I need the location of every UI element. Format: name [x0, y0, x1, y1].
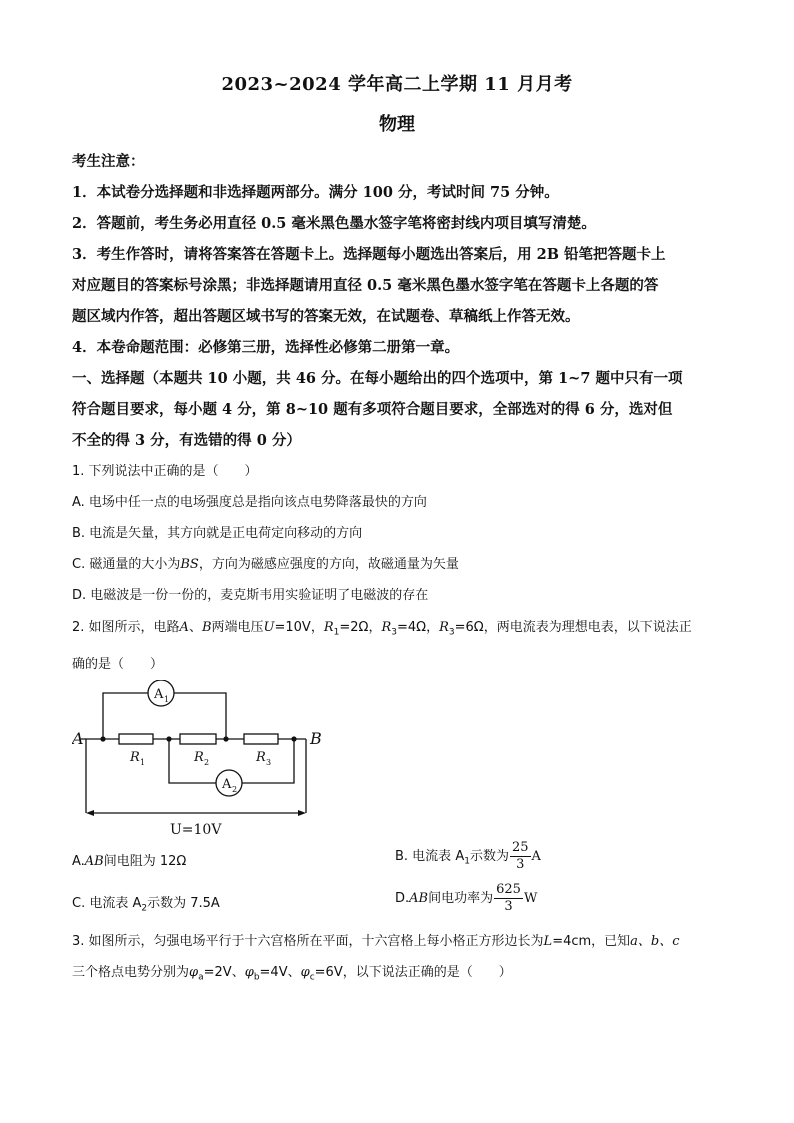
q2-option-text: 间电阻为 12Ω	[103, 854, 187, 869]
q2-option-sub: 2	[141, 903, 148, 914]
q2-option-label: A.	[72, 854, 85, 869]
section-heading: 一、选择题（本题共 10 小题，共 46 分。在每小题给出的四个选项中，第 1~7 题中只有一项	[72, 370, 683, 387]
q2-line-1	[72, 612, 722, 649]
q2-text: 、	[188, 620, 202, 635]
notes-heading: 考生注意：	[72, 153, 145, 170]
arrow-head-left	[86, 810, 94, 816]
q3-text: =2V、	[203, 965, 245, 980]
q2-option-c	[72, 892, 220, 914]
q2-sub: 3	[448, 627, 455, 638]
q2-option-var: AB	[409, 891, 429, 906]
q2-option-unit: A	[531, 849, 541, 864]
q2-text: =10V，	[274, 620, 324, 635]
exam-title: 2023~2024 学年高二上学期 11 月月考	[221, 74, 573, 95]
terminal-b-label: B	[310, 729, 322, 748]
q3-sub: a	[198, 972, 204, 983]
q2-text: 2. 如图所示，电路	[72, 620, 180, 635]
ammeter-a1-label: A	[154, 687, 164, 702]
resistor-r2	[180, 734, 216, 744]
q3-var: φ	[189, 965, 199, 980]
voltage-label: U=10V	[170, 822, 222, 838]
node-dot	[291, 736, 296, 741]
q2-option-sub: 1	[464, 856, 470, 867]
fraction-denominator: 3	[516, 857, 525, 872]
resistor-r3-sub: 3	[266, 758, 272, 767]
wire	[174, 693, 226, 739]
q3-text: 三个格点电势分别为	[72, 965, 190, 980]
notes-line: 题区域内作答，超出答题区域书写的答案无效，在试题卷、草稿纸上作答无效。	[72, 308, 580, 325]
question-2-stem	[72, 612, 722, 680]
resistor-r3	[244, 734, 278, 744]
q1-option-b: B. 电流是矢量，其方向就是正电荷定向移动的方向	[72, 526, 363, 541]
q3-line-2	[72, 957, 722, 994]
q2-option-text: C. 电流表 A	[72, 896, 142, 911]
q3-var: a、b、c	[630, 934, 680, 949]
q3-text: =6V，以下说法正确的是（ ）	[314, 965, 512, 980]
exam-notes	[72, 146, 722, 456]
q2-var: R	[323, 620, 334, 635]
q3-line-1	[72, 926, 722, 957]
node-dot	[166, 736, 171, 741]
q3-text: =4cm，已知	[552, 934, 631, 949]
notes-line: 1．本试卷分选择题和非选择题两部分。满分 100 分，考试时间 75 分钟。	[72, 184, 559, 201]
notes-line: 2．答题前，考生务必用直径 0.5 毫米黑色墨水签字笔将密封线内项目填写清楚。	[72, 215, 596, 232]
q2-text: =4Ω，	[397, 620, 440, 635]
circuit-diagram	[72, 680, 342, 840]
q2-text: =2Ω，	[339, 620, 382, 635]
arrow-head-right	[298, 810, 306, 816]
q2-var: R	[381, 620, 392, 635]
q1-stem: 1. 下列说法中正确的是（ ）	[72, 464, 258, 479]
ammeter-a1-sub: 1	[164, 695, 170, 704]
q2-sub: 1	[333, 627, 340, 638]
node-dot	[223, 736, 228, 741]
terminal-a-label: A	[72, 729, 84, 748]
resistor-r1-sub: 1	[140, 758, 146, 767]
q3-text: =4V、	[259, 965, 301, 980]
subject-title: 物理	[379, 114, 415, 135]
q2-option-a	[72, 850, 186, 869]
resistor-r3-label: R	[256, 750, 266, 765]
q2-options-row-2	[72, 882, 722, 922]
resistor-r2-label: R	[194, 750, 204, 765]
fraction	[494, 882, 523, 915]
ammeter-a2-sub: 2	[232, 785, 238, 794]
q1-option-c	[72, 549, 722, 580]
q2-options-row-1	[72, 840, 722, 880]
notes-line: 3．考生作答时，请将答案答在答题卡上。选择题每小题选出答案后，用 2B 铅笔把答题卡上	[72, 246, 666, 263]
q3-sub: b	[253, 972, 260, 983]
resistor-r1	[119, 734, 153, 744]
q1-option-c-var: BS	[180, 557, 199, 572]
q2-sub: 3	[391, 627, 397, 638]
q2-var: A	[179, 620, 189, 635]
q1-option-a: A. 电场中任一点的电场强度总是指向该点电势降落最快的方向	[72, 495, 427, 510]
node-dot	[100, 736, 105, 741]
notes-line: 4．本卷命题范围：必修第三册，选择性必修第二册第一章。	[72, 339, 460, 356]
q3-text: 3. 如图所示，匀强电场平行于十六宫格所在平面，十六宫格上每小格正方形边长为	[72, 934, 544, 949]
q1-option-d: D. 电磁波是一份一份的，麦克斯韦用实验证明了电磁波的存在	[72, 588, 429, 603]
q2-var: U	[263, 620, 275, 635]
q3-var: φ	[244, 965, 254, 980]
fraction-numerator: 25	[511, 840, 529, 855]
q2-option-unit: W	[523, 891, 538, 906]
question-3-stem	[72, 926, 722, 994]
resistor-r1-label: R	[130, 750, 140, 765]
fraction-denominator: 3	[504, 899, 513, 914]
q1-option-c-text: C. 磁通量的大小为	[72, 557, 181, 572]
q2-text: 两端电压	[211, 620, 264, 635]
section-heading: 不全的得 3 分，有选错的得 0 分）	[72, 432, 301, 449]
wire	[103, 693, 148, 739]
q2-option-text: 示数为	[469, 849, 509, 864]
q2-line-2: 确的是（ ）	[72, 656, 164, 672]
section-heading: 符合题目要求，每小题 4 分，第 8~10 题有多项符合题目要求，全部选对的得 6 分，选对但	[72, 401, 673, 418]
q2-text: =6Ω，两电流表为理想电表，以下说法正	[454, 620, 692, 635]
q1-option-c-tail: ，方向为磁感应强度的方向，故磁通量为矢量	[198, 557, 459, 572]
q2-option-var: AB	[84, 854, 104, 869]
q2-option-b	[395, 840, 541, 873]
q2-option-text: 间电功率为	[428, 891, 494, 906]
notes-line: 对应题目的答案标号涂黑；非选择题请用直径 0.5 毫米黑色墨水签字笔在答题卡上各题的答	[72, 277, 659, 294]
q2-option-label: D.	[395, 891, 410, 906]
ammeter-a2-label: A	[222, 777, 232, 792]
q2-option-d	[395, 882, 537, 915]
q2-option-text: B. 电流表 A	[395, 849, 465, 864]
resistor-r2-sub: 2	[204, 758, 210, 767]
fraction-numerator: 625	[496, 882, 521, 897]
q2-option-text: 示数为 7.5A	[147, 896, 220, 911]
fraction	[510, 840, 531, 873]
q2-var: B	[201, 620, 212, 635]
question-1	[72, 456, 722, 611]
q3-var: φ	[300, 965, 310, 980]
q2-var: R	[439, 620, 449, 635]
q3-sub: c	[309, 972, 315, 983]
q3-var: L	[543, 934, 553, 949]
